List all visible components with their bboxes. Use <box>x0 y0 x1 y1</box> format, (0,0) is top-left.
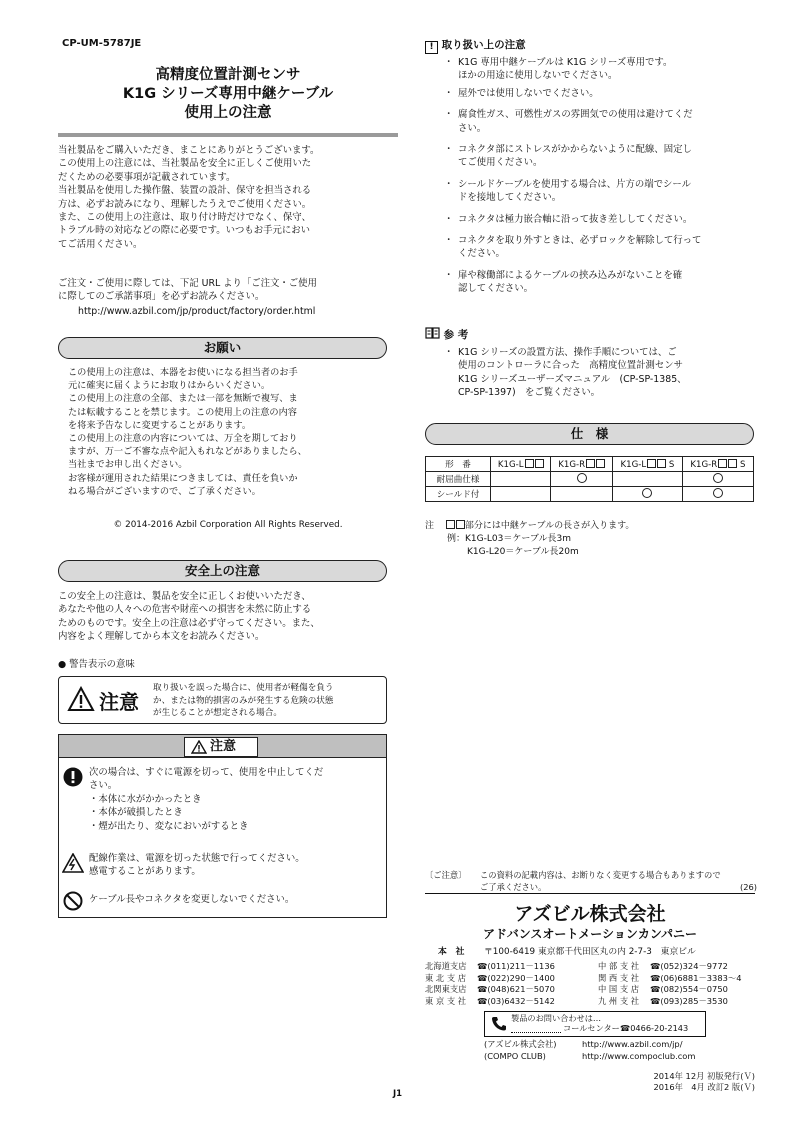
footer-divider <box>425 893 755 894</box>
copyright: © 2014-2016 Azbil Corporation All Rights Reserved. <box>113 520 343 530</box>
spec-row-label: 耐屈曲仕様 <box>426 472 491 487</box>
applicable-mark-icon <box>577 473 587 483</box>
company-division: アドバンスオートメーションカンパニー <box>483 927 697 941</box>
safety-heading: 安全上の注意 <box>58 560 387 582</box>
caution-item-stop-use-conditions <box>89 793 248 833</box>
warning-triangle-icon <box>191 740 207 754</box>
call-center-tel: ☎0466-20-2143 <box>620 1023 689 1033</box>
branch-row: 東 北 支 店 ☎(022)290－1400 <box>425 972 555 983</box>
caution-item-no-modify: ケーブル長やコネクタを変更しないでください。 <box>89 894 295 905</box>
hq-label: 本 社 <box>438 947 465 957</box>
caution-panel <box>58 734 387 918</box>
prohibition-icon <box>63 891 83 911</box>
applicable-mark-icon <box>713 488 723 498</box>
branches-right <box>598 961 741 1007</box>
branch-row: 北海道支店 ☎(011)211－1136 <box>425 961 555 971</box>
caution-legend-box <box>58 676 387 724</box>
spec-cell <box>551 472 613 487</box>
caution-word: 注意 <box>99 690 139 714</box>
branch-row: 東 京 支 社 ☎(03)6432－5142 <box>425 995 555 1006</box>
length-placeholder-box <box>586 459 595 468</box>
spec-cell <box>491 487 551 502</box>
bullet-dot-icon: ● <box>58 659 67 670</box>
spec-header-label: 形 番 <box>426 457 491 472</box>
title-line-2: K1G シリーズ専用中継ケーブル <box>122 86 334 102</box>
condition-item: ・本体が破損したとき <box>89 807 183 819</box>
title-line-1: 高精度位置計測センサ <box>155 67 301 83</box>
book-icon <box>425 327 440 339</box>
spec-row-label: シールド付 <box>426 487 491 502</box>
mandatory-action-icon <box>63 767 83 787</box>
spec-table <box>425 456 754 502</box>
length-placeholder-box <box>596 459 605 468</box>
order-notice: ご注文・ご使用に際しては、下記 URL より「ご注文・ご使用 に際してのご承諾事項」を必ずお読みください。 <box>58 278 317 303</box>
page-title <box>58 66 398 123</box>
handling-heading: ! 取り扱い上の注意 <box>425 37 526 54</box>
handling-item: ・ シールドケーブルを使用する場合は、片方の端でシール ドを接地してください。 <box>448 178 768 205</box>
handling-list <box>448 56 768 296</box>
web-link-azbil[interactable]: http://www.azbil.com/jp/ <box>582 1039 683 1049</box>
caution-item-stop-use: 次の場合は、すぐに電源を切って、使用を中止してくだ さい。 <box>89 767 324 792</box>
spec-cell <box>682 472 753 487</box>
notice-label: 〔ご注意〕 <box>425 870 467 880</box>
spec-cell <box>682 487 753 502</box>
inquiry-title: 製品のお問い合わせは… <box>511 1013 602 1023</box>
hq-address: 〒100-6419 東京都千代田区丸の内 2-7-3 東京ビル <box>484 947 696 957</box>
edition-line: 2014年 12月 初版発行(Ｖ) <box>653 1071 755 1081</box>
handling-item: ・ コネクタは極力嵌合軸に沿って抜き差ししてください。 <box>448 213 768 226</box>
title-rule <box>58 133 398 137</box>
reference-body: ・ K1G シリーズの設置方法、操作手順については、ご 使用のコントローラに合った 高精度位置計測センサ K1G シリーズユーザーズマニュアル (CP-SP-1385、 CP-SP-1397) をご覧ください。 <box>448 346 793 400</box>
spec-model-cell: K1G-R S <box>682 457 753 472</box>
length-placeholder-box <box>718 459 727 468</box>
handling-item: ・ コネクタ部にストレスがかからないように配線、固定し てご使用ください。 <box>448 143 768 170</box>
title-line-3: 使用上の注意 <box>184 105 272 121</box>
spec-row <box>426 472 754 487</box>
length-placeholder-box <box>728 459 737 468</box>
applicable-mark-icon <box>713 473 723 483</box>
length-placeholder-box <box>456 520 465 529</box>
handling-item: ・ 扉や稼働部によるケーブルの挟み込みがないことを確 認してください。 <box>448 269 768 296</box>
branch-row: 関 西 支 社 ☎(06)6881－3383～4 <box>598 972 742 983</box>
warning-triangle-icon <box>67 686 95 712</box>
spec-model-cell: K1G-R <box>551 457 613 472</box>
spec-cell <box>613 487 683 502</box>
inquiry-box <box>484 1011 706 1037</box>
handling-item: ・ 屋外では使用しないでください。 <box>448 87 768 100</box>
spec-note: 注 部分には中継ケーブルの長さが入ります。 <box>425 521 635 531</box>
caution-panel-header <box>59 735 386 758</box>
applicable-mark-icon <box>642 488 652 498</box>
exclamation-box-icon: ! <box>425 41 438 54</box>
condition-item: ・本体に水がかかったとき <box>89 794 202 805</box>
web-link-compoclub[interactable]: http://www.compoclub.com <box>582 1050 696 1061</box>
notice-text: この資料の記載内容は、お断りなく変更する場合もありますので ご了承ください。 <box>480 870 721 892</box>
onegai-body: この使用上の注意は、本器をお使いになる担当者のお手 元に確実に届くようにお取りはからいください。 この使用上の注意の全部、または一部を無断で複写、ま たは転載することを禁じます。この使用上の注意の内容 を将来予告なしに変更することがあります。 この使用上の注意の内容については、万全を期しており ますが、万一ご不審な点や記入もれなどがありましたら、 当社までお申し出ください。 お客様が運用された結果につきましては、責任を負いか ねる場合がございますので、ご了承ください。 <box>68 367 307 497</box>
caution-panel-title: 注意 <box>210 739 237 754</box>
document-id: CP-UM-5787JE <box>62 38 142 49</box>
handling-item: ・ K1G 専用中継ケーブルは K1G シリーズ専用です。 ほかの用途に使用しないでください。 <box>448 56 768 83</box>
condition-item: ・煙が出たり、変なにおいがするとき <box>89 820 249 832</box>
page-number: J1 <box>393 1089 403 1099</box>
inquiry-leader-line <box>511 1023 561 1033</box>
caution-item-wiring: 配線作業は、電源を切った状態で行ってください。 感電することがあります。 <box>89 853 305 878</box>
spec-row <box>426 487 754 502</box>
handling-item: ・ コネクタを取り外すときは、必ずロックを解除して行って ください。 <box>448 234 768 261</box>
spec-examples <box>447 533 579 559</box>
web-link-label: (アズビル株式会社) <box>484 1039 557 1049</box>
example-item: K1G-L20＝ケーブル長20m <box>467 547 579 557</box>
spec-header-row <box>426 457 754 472</box>
spec-cell <box>551 487 613 502</box>
handling-item: ・ 腐食性ガス、可燃性ガスの雰囲気での使用は避けてくだ さい。 <box>448 108 768 135</box>
web-links <box>484 1039 695 1062</box>
length-placeholder-box <box>647 459 656 468</box>
caution-description: 取り扱いを誤った場合に、使用者が軽傷を負う か、または物的損害のみが発生する危険の状態 が生じることが想定される場合。 <box>153 683 334 718</box>
phone-icon <box>491 1016 507 1031</box>
warning-legend-label: ● 警告表示の意味 <box>58 659 135 670</box>
branch-row: 北関東支店 ☎(048)621－5070 <box>425 984 555 994</box>
spec-cell <box>491 472 551 487</box>
edition-line: 2016年 4月 改訂2 版(Ｖ) <box>653 1082 755 1092</box>
reference-heading: 参 考 <box>425 327 468 342</box>
electric-shock-icon <box>62 853 84 873</box>
branch-row: 中 国 支 店 ☎(082)554－0750 <box>598 984 728 994</box>
length-placeholder-box <box>657 459 666 468</box>
example-item: K1G-L03＝ケーブル長3m <box>465 534 572 544</box>
length-placeholder-box <box>535 459 544 468</box>
call-center-label: コールセンター： <box>563 1023 629 1033</box>
length-placeholder-box <box>446 520 455 529</box>
branch-row: 中 部 支 社 ☎(052)324－9772 <box>598 961 728 971</box>
spec-cell <box>613 472 683 487</box>
web-link-label: (COMPO CLUB) <box>484 1050 546 1061</box>
onegai-heading: お願い <box>58 337 387 359</box>
caution-panel-title-box <box>184 737 258 757</box>
branch-row: 九 州 支 社 ☎(093)285－3530 <box>598 995 728 1006</box>
branches-left <box>425 961 555 1007</box>
safety-body: この安全上の注意は、製品を安全に正しくお使いいただき、 あなたや他の人々への危害や財産への損害を未然に防止する ためのものです。安全上の注意は必ず守ってください。また、 内容をよく理解してから本文をお読みください。 <box>58 591 320 643</box>
length-placeholder-box <box>525 459 534 468</box>
edition-history <box>600 1071 755 1093</box>
example-label: 例： <box>447 534 466 544</box>
spec-model-cell: K1G-L S <box>613 457 683 472</box>
order-url: http://www.azbil.com/jp/product/factory/order.html <box>78 306 316 317</box>
spec-model-cell: K1G-L <box>491 457 551 472</box>
company-name: アズビル株式会社 <box>514 903 666 925</box>
spec-heading: 仕 様 <box>425 423 754 445</box>
intro-paragraph: 当社製品をご購入いただき、まことにありがとうございます。 この使用上の注意には、当社製品を安全に正しくご使用いた だくための必要事項が記載されています。 当社製品を使用した操作盤、装置の設計、保守を担当される 方は、必ずお読みになり、理解したうえでご使用ください。 また、この使用上の注意は、取り付け時だけでなく、保守、 トラブル時の対応などの際に必要です。いつもお手元におい てご活用ください。 <box>58 145 320 250</box>
notice-code: (26) <box>740 882 758 892</box>
